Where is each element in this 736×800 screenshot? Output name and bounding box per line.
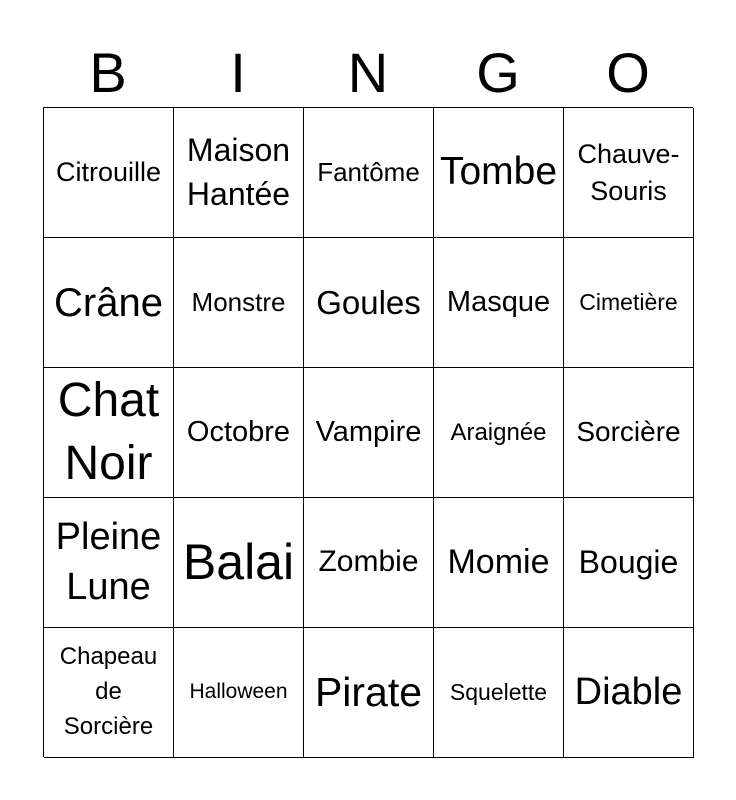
header-letter-o: O	[606, 41, 650, 104]
cell-label: Chauve- Souris	[577, 139, 680, 206]
bingo-cell[interactable]	[304, 628, 434, 758]
cell-label: Masque	[446, 285, 551, 318]
cell-label: Momie	[447, 542, 550, 581]
cell-label: Halloween	[189, 680, 288, 704]
cell-label: Araignée	[450, 418, 547, 446]
bingo-cell[interactable]	[44, 498, 174, 628]
bingo-cell[interactable]	[564, 498, 694, 628]
cell-label: Goules	[316, 283, 421, 321]
header-letter-n: N	[347, 41, 389, 104]
cell-label: Bougie	[578, 544, 679, 581]
cell-label: Fantôme	[317, 156, 420, 187]
cell-label: Balai	[182, 533, 295, 590]
bingo-cell[interactable]	[304, 498, 434, 628]
bingo-cell[interactable]	[44, 108, 174, 238]
bingo-cell[interactable]	[174, 368, 304, 498]
cell-label: Octobre	[186, 415, 291, 448]
cell-label: Sorcière	[576, 416, 681, 448]
cell-label: Chapeau de Sorcière	[59, 643, 158, 740]
cell-label: Citrouille	[55, 156, 162, 187]
bingo-cell[interactable]	[44, 368, 174, 498]
bingo-cell[interactable]	[564, 368, 694, 498]
bingo-cell[interactable]	[44, 238, 174, 368]
cell-label: Zombie	[318, 545, 419, 579]
bingo-cell[interactable]	[44, 628, 174, 758]
cell-label: Monstre	[191, 286, 286, 317]
bingo-cell[interactable]	[564, 628, 694, 758]
bingo-cell[interactable]	[434, 238, 564, 368]
bingo-cell[interactable]	[434, 108, 564, 238]
cell-label: Pirate	[314, 668, 423, 715]
bingo-cell[interactable]	[174, 498, 304, 628]
bingo-cell[interactable]	[434, 368, 564, 498]
bingo-board	[43, 107, 693, 757]
cell-label: Diable	[574, 670, 683, 713]
cell-label: Maison Hantée	[186, 132, 291, 212]
cell-label: Vampire	[315, 415, 422, 448]
bingo-cell[interactable]	[434, 628, 564, 758]
cell-label: Squelette	[449, 679, 548, 706]
bingo-cell[interactable]	[174, 108, 304, 238]
bingo-cell[interactable]	[434, 498, 564, 628]
header-letter-b: B	[89, 41, 127, 104]
bingo-cell[interactable]	[304, 108, 434, 238]
bingo-cell[interactable]	[564, 108, 694, 238]
bingo-cell[interactable]	[304, 238, 434, 368]
bingo-cell[interactable]	[174, 238, 304, 368]
cell-label: Cimetière	[579, 289, 678, 316]
bingo-cell[interactable]	[174, 628, 304, 758]
cell-label: Chat Noir	[57, 374, 160, 490]
bingo-cell[interactable]	[564, 238, 694, 368]
header-letter-i: I	[230, 41, 246, 104]
cell-label: Crâne	[54, 280, 163, 325]
header-letter-g: G	[476, 41, 520, 104]
cell-label: Pleine Lune	[55, 516, 162, 608]
bingo-cell[interactable]	[304, 368, 434, 498]
bingo-header	[43, 40, 693, 106]
cell-label: Tombe	[439, 150, 558, 194]
